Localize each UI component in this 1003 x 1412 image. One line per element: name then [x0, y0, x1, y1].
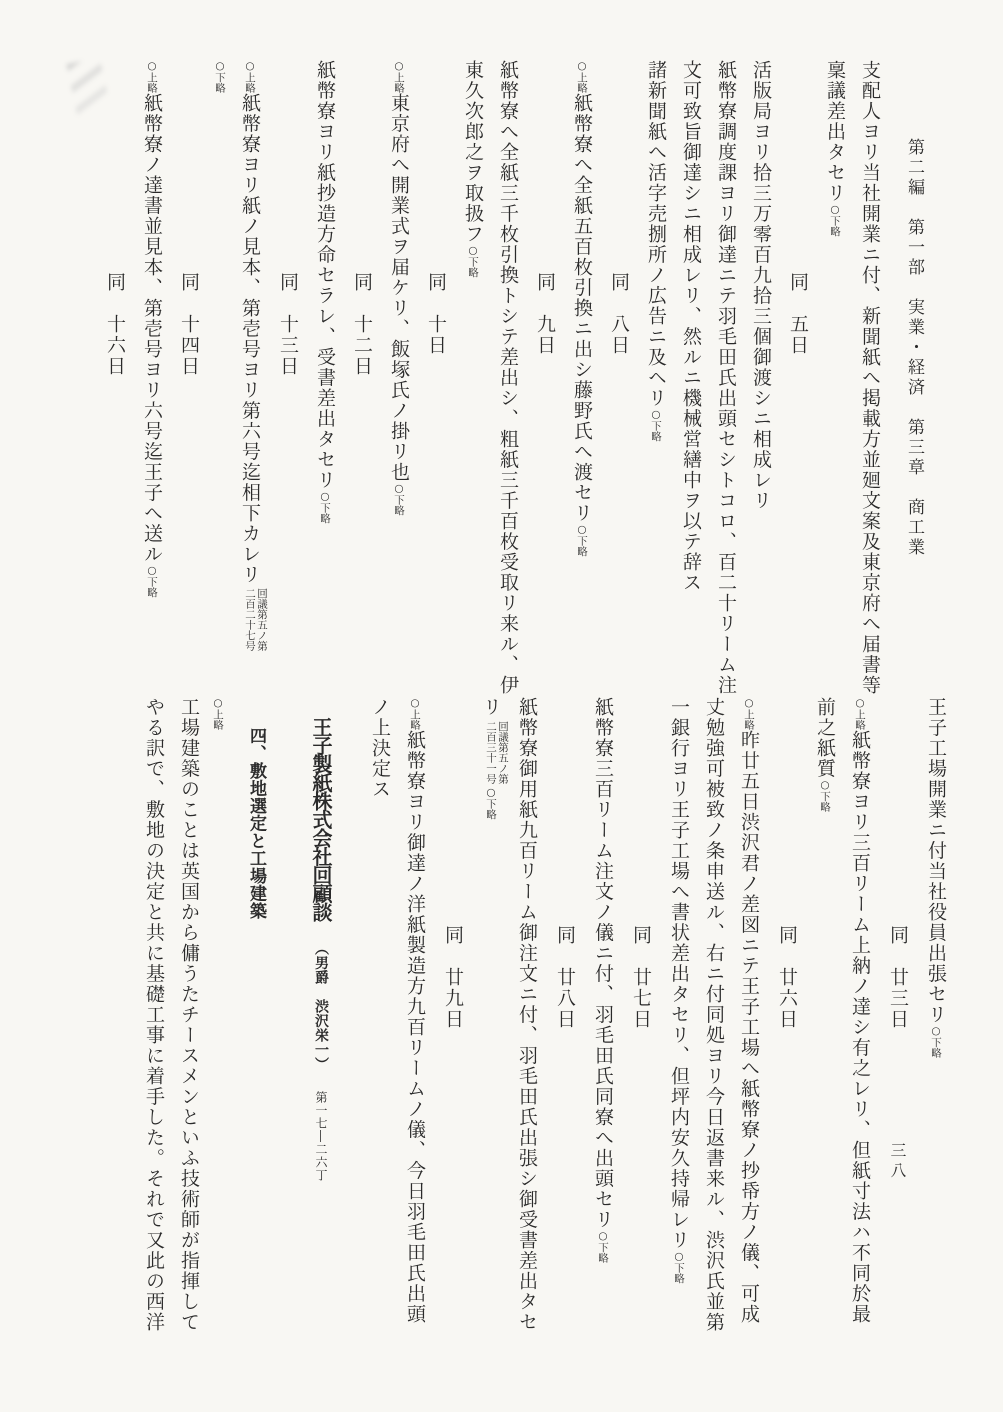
- omission-note-column: [206, 697, 230, 1342]
- omission-note: ○下略: [597, 1230, 609, 1263]
- text-column: [852, 60, 887, 702]
- text-segment: 紙幣寮御用紙九百リーム御注文ニ付、羽毛田氏出張シ御受書差出タセ: [516, 697, 538, 1333]
- omission-note: ○上略: [146, 60, 158, 93]
- text-segment: 昨廿五日渋沢君ノ差図ニテ王子工場へ紙幣寮ノ抄帋方ノ儀、可成: [738, 730, 760, 1325]
- top-text-band: [95, 60, 943, 702]
- text-column: [918, 697, 953, 1342]
- text-column: [307, 60, 342, 702]
- omission-note: ○上略: [244, 60, 256, 93]
- text-segment: 活版局ヨリ拾三万零百九拾三個御渡シニ相成レリ: [750, 60, 772, 511]
- text-segment: 同 十三日: [277, 272, 299, 377]
- text-segment: 同 十日: [425, 272, 447, 356]
- text-segment: 稟議差出タセリ: [824, 60, 846, 204]
- text-segment: 紙幣寮ヨリ御達ノ洋紙製造方九百リームノ儀、今日羽毛田氏出頭: [404, 730, 426, 1325]
- article-title: [298, 697, 344, 1362]
- omission-note: ○下略: [829, 203, 841, 237]
- text-column: [585, 697, 620, 1342]
- omission-note: ○下略: [485, 786, 497, 820]
- omission-note: ○上略: [743, 697, 755, 730]
- text-column: [743, 60, 778, 702]
- omission-note: ○下略: [214, 60, 226, 93]
- omission-note: ○下略: [146, 564, 158, 598]
- omission-note: ○下略: [393, 482, 405, 516]
- text-column: [381, 60, 416, 702]
- omission-note: ○下略: [930, 1025, 942, 1058]
- inline-reference-note: 回議第五ノ第 二百二十七号: [244, 588, 268, 651]
- omission-note-column: [208, 60, 232, 702]
- date-heading: [438, 697, 467, 1412]
- inline-reference-note: 回議第五ノ第 二百三十一号: [485, 720, 509, 784]
- text-column: [731, 697, 766, 1342]
- text-segment: 同 五日: [787, 272, 809, 356]
- text-column: [696, 697, 731, 1342]
- text-segment: 文可致旨御達シニ相成レリ、然ルニ機械営繕中ヲ以テ辞ス: [680, 60, 702, 593]
- text-segment: リ: [480, 697, 502, 718]
- text-column: [673, 60, 708, 702]
- text-column: [708, 60, 743, 702]
- text-column: [473, 697, 509, 1342]
- text-column: [397, 697, 432, 1342]
- text-column: [807, 697, 842, 1342]
- text-segment: 同 十六日: [104, 272, 126, 377]
- omission-note: ○上略: [854, 697, 866, 730]
- text-segment: 工場建築のことは英国から傭うたチースメンといふ技術師が指揮して: [178, 697, 200, 1333]
- omission-note: ○下略: [673, 1250, 685, 1284]
- date-heading: [626, 697, 655, 1412]
- text-segment: 諸新聞紙へ活字売捌所ノ広告ニ及ヘリ: [645, 60, 667, 409]
- text-segment: 同 廿九日: [442, 925, 464, 1030]
- text-segment: 東京府へ開業式ヲ届ケリ、飯塚氏ノ掛リ也: [388, 93, 410, 483]
- text-column: [136, 697, 171, 1342]
- text-column: [638, 60, 673, 702]
- text-segment: 丈勉強可被致ノ条申送ル、右ニ付同処ヨリ今日返書来ル、渋沢氏並第: [703, 697, 725, 1333]
- date-heading: [550, 697, 579, 1412]
- text-segment: 紙幣寮ヨリ三百リーム上納ノ達シ有之レリ、但紙寸法ハ不同於最: [849, 730, 871, 1325]
- page-number: 三八: [888, 1142, 907, 1182]
- text-column: [564, 60, 599, 702]
- omission-note: ○下略: [650, 408, 662, 442]
- text-column: [455, 60, 490, 702]
- text-segment: 四、敷地選定と工場建築: [246, 727, 266, 920]
- text-segment: 同 廿六日: [776, 925, 798, 1030]
- text-segment: 同 廿七日: [630, 925, 652, 1030]
- omission-note: ○上略: [393, 60, 405, 93]
- text-segment: 王子工場開業ニ付当社役員出張セリ: [925, 697, 947, 1025]
- omission-note: ○下略: [467, 244, 479, 278]
- text-column: [490, 60, 525, 702]
- section-heading: [238, 697, 274, 1372]
- text-column: [842, 697, 877, 1342]
- date-heading: [772, 697, 801, 1412]
- omission-note: ○上略: [576, 60, 588, 93]
- text-column: [171, 697, 206, 1342]
- text-segment: 一銀行ヨリ王子工場へ書状差出タセリ、但坪内安久持帰レリ: [668, 697, 690, 1251]
- text-column: [362, 697, 397, 1342]
- text-segment: 第一七―二六丁: [314, 1091, 328, 1182]
- text-column: [817, 60, 852, 702]
- text-segment: 紙幣寮ヨリ紙抄造方命セラレ、受書差出タセリ: [314, 60, 336, 491]
- text-column: [232, 60, 268, 702]
- text-segment: 紙幣寮調度課ヨリ御達ニテ羽毛田氏出頭セシトコロ、百二十リーム注: [715, 60, 737, 696]
- text-segment: 東久次郎之ヲ取扱フ: [462, 60, 484, 245]
- date-heading: [100, 60, 129, 914]
- omission-note: ○上略: [212, 697, 224, 730]
- text-segment: 同 十四日: [178, 272, 200, 377]
- running-head: 第二編 第一部 実業・経済 第三章 商工業: [904, 138, 924, 558]
- text-column: [509, 697, 544, 1342]
- text-segment: 紙幣寮三百リーム注文ノ儀ニ付、羽毛田氏同寮へ出頭セリ: [592, 697, 614, 1230]
- omission-note: ○上略: [409, 697, 421, 730]
- text-segment: 同 廿三日: [887, 925, 909, 1030]
- text-segment: やる訳で、敷地の決定と共に基礎工事に着手した。それで又此の西洋: [143, 697, 165, 1333]
- text-segment: 紙幣寮ノ達書並見本、第壱号ヨリ六号迄王子へ送ル: [141, 93, 163, 565]
- text-segment: 同 九日: [534, 272, 556, 356]
- date-heading: [883, 697, 912, 1412]
- text-segment: 紙幣寮ヨリ紙ノ見本、第壱号ヨリ第六号迄相下カレリ: [239, 93, 261, 585]
- text-segment: 王子製紙株式会社回顧談: [309, 717, 333, 921]
- text-column: [661, 697, 696, 1342]
- text-segment: 同 十二日: [351, 272, 373, 377]
- text-segment: 同 廿八日: [554, 925, 576, 1030]
- text-segment: 前之紙質: [814, 697, 836, 779]
- text-segment: 紙幣寮へ全紙五百枚引換ニ出シ藤野氏へ渡セリ: [571, 93, 593, 524]
- text-segment: 同 八日: [608, 272, 630, 356]
- omission-note: ○下略: [576, 523, 588, 557]
- text-segment: （男爵 渋沢栄一）: [313, 940, 329, 1071]
- text-column: [134, 60, 169, 702]
- text-segment: 支配人ヨリ当社開業ニ付、新聞紙へ掲載方並廻文案及東京府へ届書等: [859, 60, 881, 696]
- text-segment: ノ上決定ス: [369, 697, 391, 800]
- bottom-text-band: [136, 697, 953, 1342]
- omission-note: ○下略: [319, 490, 331, 524]
- text-segment: 紙幣寮へ全紙三千枚引換トシテ差出シ、粗紙三千百枚受取リ来ル、伊: [497, 60, 519, 696]
- omission-note: ○下略: [819, 779, 831, 812]
